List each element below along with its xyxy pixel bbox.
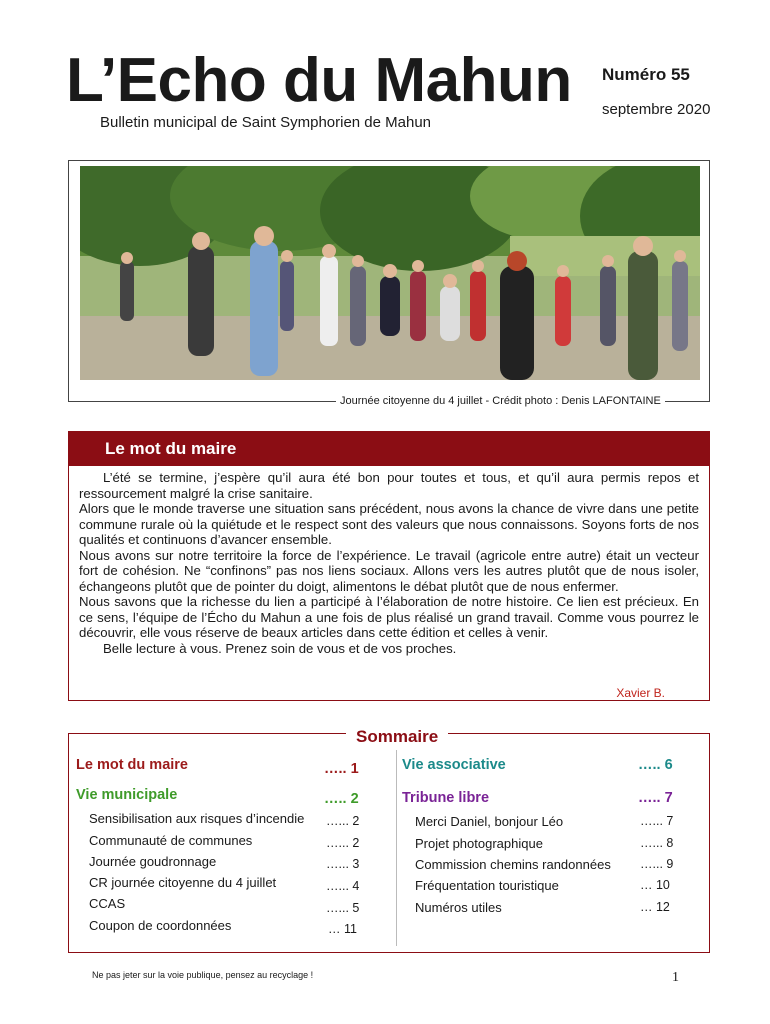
toc-page-communaute: …... 2 (326, 836, 360, 850)
mayor-paragraph: Alors que le monde traverse une situation sans précédent, nous avons la chance de vivre dans une petite commune rurale où la quiétude et le respect sont des valeurs que nous connaissons. Soyons forts de nos qualités et continuons d’avancer ensemble. (79, 501, 699, 547)
issue-date: septembre 2020 (602, 101, 711, 118)
toc-entry-communaute[interactable]: Communauté de communes (89, 833, 253, 848)
mayor-paragraph: Nous avons sur notre territoire la force de l’expérience. Le travail (agricole entre autre) était un vecteur fort de cohésion. Ne “confinons” pas nos liens sociaux. Allons vers les autres plutôt que de nous isoler, échangeons plutôt que de pointer du doigt, alimentons le débat plutôt que de nous enfermer. (79, 547, 699, 594)
toc-entry-coupon[interactable]: Coupon de coordonnées (89, 918, 232, 933)
toc-entry-vie-municipale[interactable]: Vie municipale (76, 787, 178, 803)
toc-title: Sommaire (346, 727, 448, 747)
mayor-signature: Xavier B. (616, 686, 665, 700)
photo-caption: Journée citoyenne du 4 juillet - Crédit photo : Denis LAFONTAINE (336, 395, 665, 407)
toc-page-vie-associative: ….. 6 (638, 757, 673, 773)
toc-entry-projet-photo[interactable]: Projet photographique (415, 836, 543, 851)
toc-page-commission: …... 9 (640, 857, 674, 871)
mayor-text (69, 466, 709, 656)
toc-entry-goudronnage[interactable]: Journée goudronnage (89, 854, 217, 869)
toc-entry-frequentation[interactable]: Fréquentation touristique (415, 878, 559, 893)
mayor-heading: Le mot du maire (69, 432, 709, 466)
toc-entry-numeros-utiles[interactable]: Numéros utiles (415, 900, 502, 915)
toc-page-ccas: …... 5 (326, 901, 360, 915)
toc-page-vie-municipale: ….. 2 (324, 791, 359, 807)
caption-rule (695, 401, 709, 402)
mayor-section (68, 431, 710, 701)
toc-column-divider (396, 750, 397, 946)
bulletin-subtitle: Bulletin municipal de Saint Symphorien de Mahun (100, 114, 432, 131)
cover-photo-illustration (80, 166, 700, 380)
toc-entry-merci-daniel[interactable]: Merci Daniel, bonjour Léo (415, 814, 564, 829)
bulletin-title: L’Echo du Mahun (66, 46, 572, 115)
toc-page-merci-daniel: …... 7 (640, 814, 674, 828)
toc-page-frequentation: … 10 (640, 878, 670, 892)
toc-entry-journee-citoyenne[interactable]: CR journée citoyenne du 4 juillet (89, 875, 277, 890)
footer-recycling-note: Ne pas jeter sur la voie publique, pensez au recyclage ! (92, 970, 314, 980)
toc-entry-mot-du-maire[interactable]: Le mot du maire (76, 757, 188, 773)
issue-number: Numéro 55 (602, 65, 690, 84)
toc-page-coupon: … 11 (328, 922, 357, 936)
mayor-paragraph: L’été se termine, j’espère qu’il aura été bon pour toutes et tous, et qu’il aura permis repos et ressourcement malgré la crise sanitaire. (79, 470, 699, 501)
toc-page-goudronnage: …... 3 (326, 857, 360, 871)
toc-entry-sensibilisation[interactable]: Sensibilisation aux risques d’incendie (89, 811, 305, 826)
toc-page-mot-du-maire: ….. 1 (324, 761, 359, 777)
cover-photo (80, 166, 700, 380)
toc-page-tribune-libre: ….. 7 (638, 790, 673, 806)
toc-page-numeros-utiles: … 12 (640, 900, 670, 914)
mayor-paragraph: Nous savons que la richesse du lien a participé à l’élaboration de notre histoire. Ce lien est précieux. En ce sens, l’équipe de l’Écho du Mahun a une fois de plus réalisé un grand travail. Comme vous pourrez le découvrir, elle vous réserve de beaux articles dans cette édition et celles à venir. (79, 594, 699, 640)
mayor-paragraph: Belle lecture à vous. Prenez soin de vous et de vos proches. (103, 640, 457, 656)
toc-entry-commission[interactable]: Commission chemins randonnées (415, 857, 611, 872)
toc-page-journee-citoyenne: …... 4 (326, 879, 360, 893)
toc-entry-tribune-libre[interactable]: Tribune libre (402, 790, 490, 806)
toc-entry-vie-associative[interactable]: Vie associative (402, 757, 506, 773)
toc-entry-ccas[interactable]: CCAS (89, 896, 126, 911)
toc-page-sensibilisation: …... 2 (326, 814, 360, 828)
toc-page-projet-photo: …... 8 (640, 836, 674, 850)
page-number: 1 (672, 970, 679, 985)
